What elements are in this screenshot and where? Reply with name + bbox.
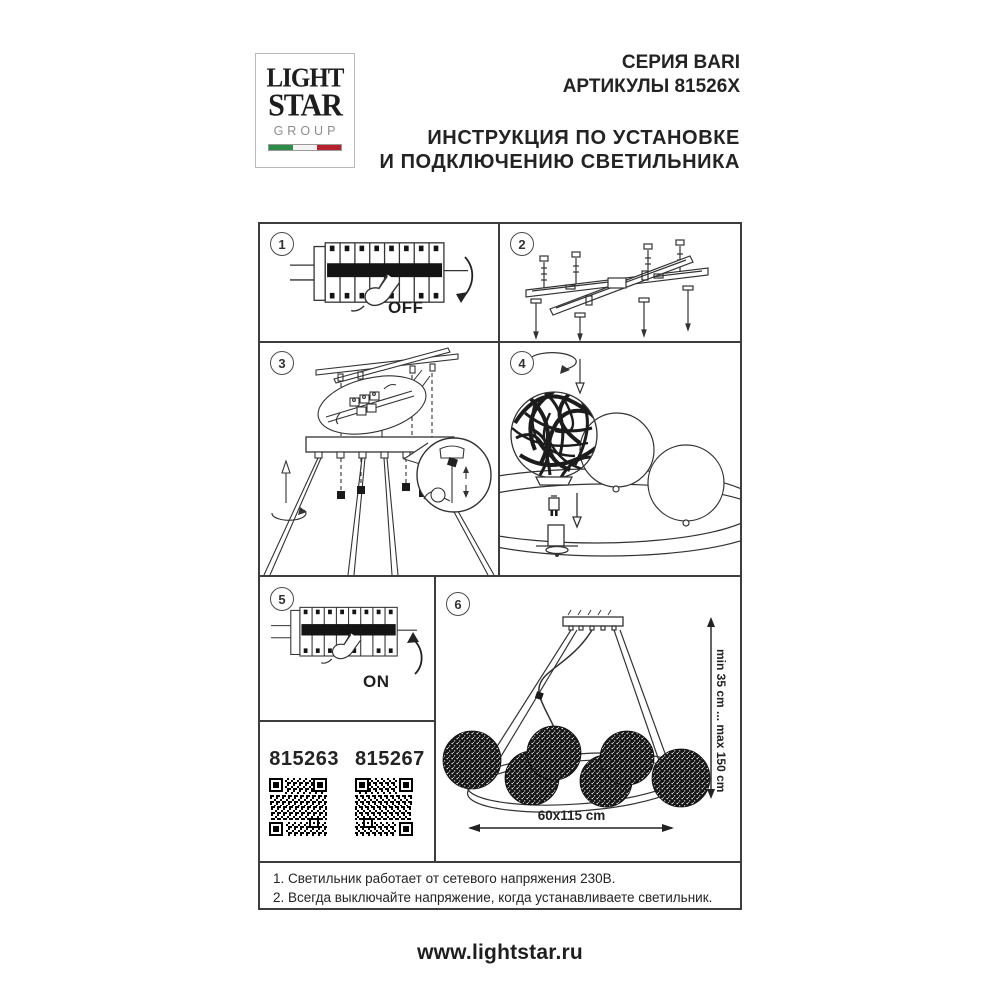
step-6-panel (436, 577, 740, 863)
safety-notes-panel (260, 863, 740, 908)
step-3-panel (260, 343, 500, 577)
website-url: www.lightstar.ru (417, 941, 583, 964)
step-4-panel (500, 343, 740, 577)
shade-installation-drawing (500, 343, 740, 575)
note-line-2: 2. Всегда выключайте напряжение, когда устанавливаете светильник. (273, 890, 713, 905)
step-2-number: 2 (510, 232, 534, 256)
qr-codes-panel (260, 722, 436, 863)
step-1-panel (260, 224, 500, 343)
size-label: 60x115 cm (537, 808, 606, 823)
series-name: СЕРИЯ BARI (621, 52, 740, 73)
italian-flag-bar (268, 144, 342, 151)
lightstar-logo (255, 53, 355, 168)
document-header (379, 51, 740, 174)
logo-text-star: STAR (268, 88, 342, 123)
article-numbers: АРТИКУЛЫ 81526X (562, 76, 740, 97)
qr-item-815267 (355, 748, 425, 836)
breaker-off-drawing (260, 224, 498, 341)
logo-text-light: LIGHT (266, 63, 344, 94)
article-code-right: 815267 (355, 748, 425, 770)
instruction-steps-grid (258, 222, 742, 910)
qr-item-815263 (269, 748, 339, 836)
qr-code-left (269, 778, 327, 836)
height-range-label: min 35 cm ... max 150 cm (714, 649, 728, 793)
on-label: ON (363, 672, 390, 691)
note-line-1: 1. Светильник работает от сетевого напряжения 230В. (273, 871, 616, 886)
step-1-number: 1 (270, 232, 294, 256)
ceiling-mount-drawing (260, 343, 498, 575)
step-4-number: 4 (510, 351, 534, 375)
mounting-brackets-drawing (500, 224, 740, 341)
step-5-number: 5 (270, 587, 294, 611)
step-3-number: 3 (270, 351, 294, 375)
article-code-left: 815263 (269, 748, 339, 770)
off-label: OFF (388, 298, 424, 317)
instruction-title-line2: И ПОДКЛЮЧЕНИЮ СВЕТИЛЬНИКА (379, 151, 740, 173)
qr-code-right (355, 778, 413, 836)
instruction-title-line1: ИНСТРУКЦИЯ ПО УСТАНОВКЕ (427, 127, 740, 149)
step-5-panel (260, 577, 436, 722)
step-6-number: 6 (446, 592, 470, 616)
step-2-panel (500, 224, 740, 343)
logo-text-group: GROUP (273, 124, 340, 138)
